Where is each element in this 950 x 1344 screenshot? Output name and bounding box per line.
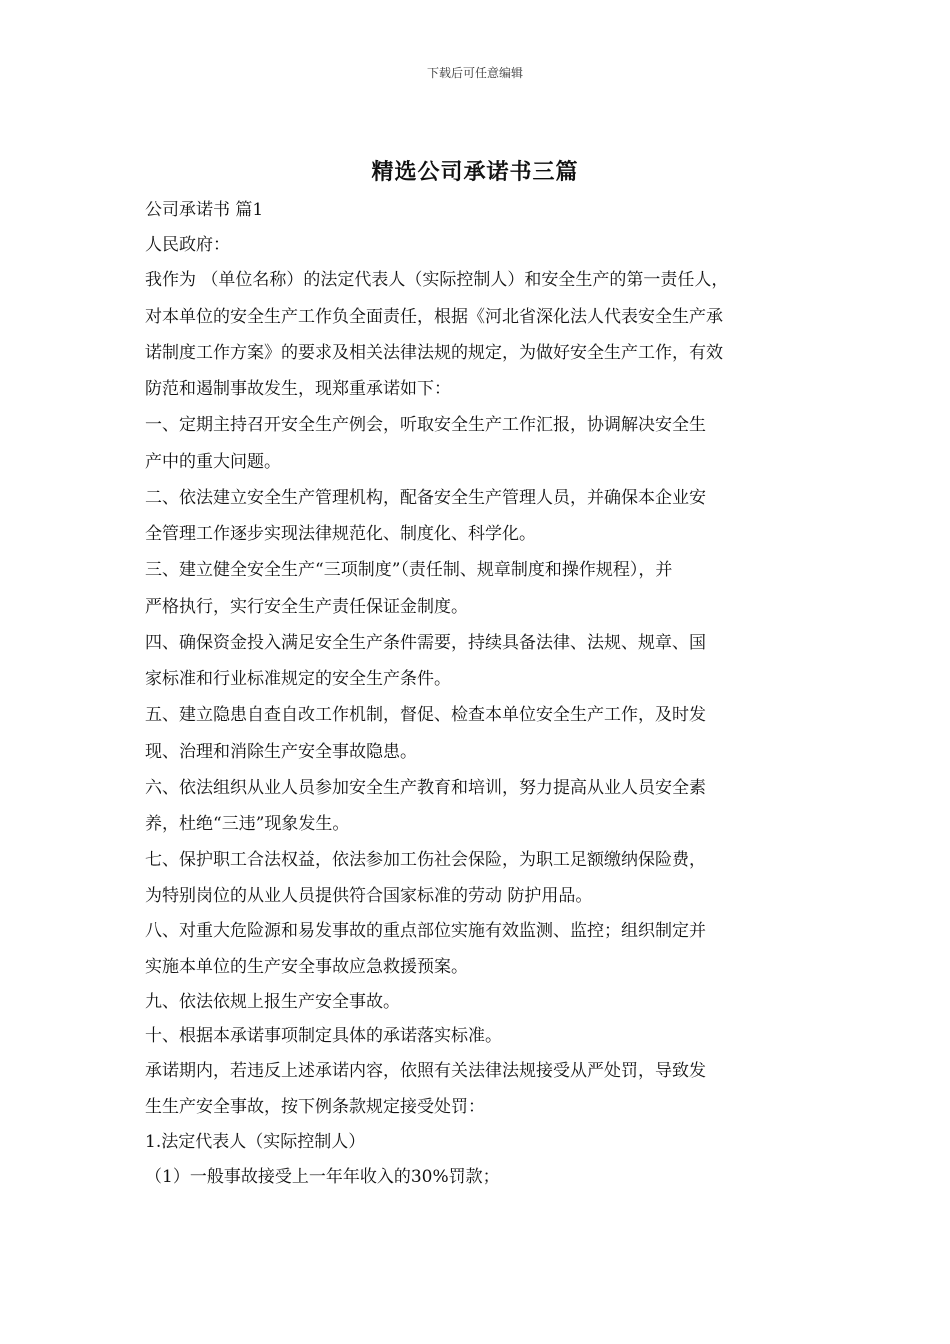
body-line: 九、依法依规上报生产安全事故。 — [145, 992, 400, 1012]
body-line: 十、根据本承诺事项制定具体的承诺落实标准。 — [145, 1026, 502, 1046]
body-line: 防范和遏制事故发生，现郑重承诺如下： — [145, 379, 451, 399]
body-line: 五、建立隐患自查自改工作机制，督促、检查本单位安全生产工作，及时发 — [145, 705, 706, 725]
body-line: 一、定期主持召开安全生产例会，听取安全生产工作汇报，协调解决安全生 — [145, 415, 706, 435]
body-line: 八、对重大危险源和易发事故的重点部位实施有效监测、监控；组织制定并 — [145, 921, 706, 941]
body-line: 诺制度工作方案》的要求及相关法律法规的规定，为做好安全生产工作，有效 — [145, 343, 723, 363]
header-note: 下载后可任意编辑 — [426, 66, 523, 80]
body-line: 严格执行，实行安全生产责任保证金制度。 — [145, 597, 468, 617]
body-line: 现、治理和消除生产安全事故隐患。 — [145, 742, 417, 762]
body-line: 养，杜绝“三违”现象发生。 — [145, 814, 350, 834]
body-line: 实施本单位的生产安全事故应急救援预案。 — [145, 957, 468, 977]
body-line: 四、确保资金投入满足安全生产条件需要，持续具备法律、法规、规章、国 — [145, 633, 706, 653]
body-line: 对本单位的安全生产工作负全面责任，根据《河北省深化法人代表安全生产承 — [145, 307, 723, 327]
body-line: 家标准和行业标准规定的安全生产条件。 — [145, 669, 451, 689]
body-line: 二、依法建立安全生产管理机构，配备安全生产管理人员，并确保本企业安 — [145, 488, 706, 508]
document-title: 精选公司承诺书三篇 — [371, 159, 579, 185]
body-line: 为特别岗位的从业人员提供符合国家标准的劳动 防护用品。 — [145, 886, 593, 906]
body-line: （1）一般事故接受上一年年收入的30%罚款； — [145, 1167, 500, 1187]
body-line: 1.法定代表人（实际控制人） — [145, 1132, 366, 1152]
body-line: 三、建立健全安全生产“三项制度”（责任制、规章制度和操作规程），并 — [145, 560, 673, 580]
body-line: 产中的重大问题。 — [145, 452, 281, 472]
salutation: 人民政府： — [145, 235, 230, 255]
section-heading: 公司承诺书 篇1 — [145, 200, 264, 220]
body-line: 生生产安全事故，按下例条款规定接受处罚： — [145, 1097, 485, 1117]
body-line: 七、保护职工合法权益，依法参加工伤社会保险，为职工足额缴纳保险费， — [145, 850, 706, 870]
body-line: 承诺期内，若违反上述承诺内容，依照有关法律法规接受从严处罚，导致发 — [145, 1061, 706, 1081]
body-line: 六、依法组织从业人员参加安全生产教育和培训，努力提高从业人员安全素 — [145, 778, 706, 798]
body-line: 全管理工作逐步实现法律规范化、制度化、科学化。 — [145, 524, 536, 544]
body-line: 我作为 （单位名称）的法定代表人（实际控制人）和安全生产的第一责任人， — [145, 270, 729, 290]
